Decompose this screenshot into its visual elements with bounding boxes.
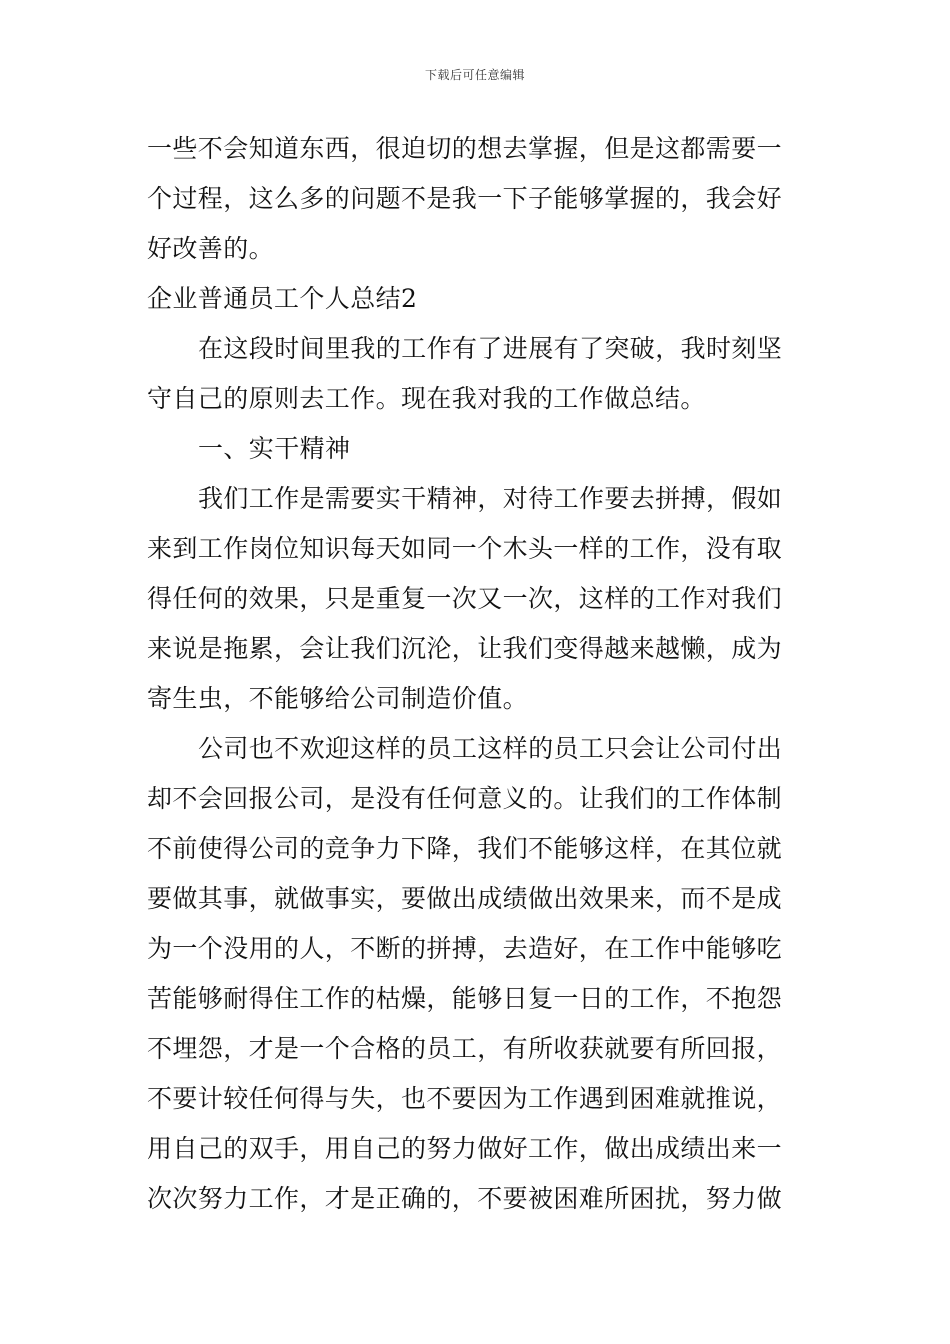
subsection-heading: 一、实干精神 [198, 434, 351, 463]
text-line: 在这段时间里我的工作有了进展有了突破，我时刻坚 [198, 334, 783, 363]
text-line: 一些不会知道东西，很迫切的想去掌握，但是这都需要一 [147, 134, 783, 163]
text-line: 寄生虫，不能够给公司制造价值。 [147, 684, 529, 713]
text-line: 公司也不欢迎这样的员工这样的员工只会让公司付出 [198, 734, 783, 763]
text-line: 好改善的。 [147, 234, 275, 263]
text-line: 来说是拖累，会让我们沉沦，让我们变得越来越懒，成为 [147, 634, 783, 663]
download-note: 下载后可任意编辑 [424, 68, 525, 82]
text-line: 不要计较任何得与失，也不要因为工作遇到困难就推说， [147, 1084, 783, 1113]
text-line: 不前使得公司的竞争力下降，我们不能够这样，在其位就 [147, 834, 783, 863]
text-line: 为一个没用的人，不断的拼搏，去造好，在工作中能够吃 [147, 934, 783, 963]
text-line: 我们工作是需要实干精神，对待工作要去拼搏，假如 [198, 484, 783, 513]
document-body [147, 124, 817, 1224]
text-line: 得任何的效果，只是重复一次又一次，这样的工作对我们 [147, 584, 783, 613]
section-heading: 企业普通员工个人总结2 [147, 284, 418, 313]
text-line: 用自己的双手，用自己的努力做好工作，做出成绩出来一 [147, 1134, 783, 1163]
text-line: 个过程，这么多的问题不是我一下子能够掌握的，我会好 [147, 184, 783, 213]
text-line: 守自己的原则去工作。现在我对我的工作做总结。 [147, 384, 706, 413]
text-line: 却不会回报公司，是没有任何意义的。让我们的工作体制 [147, 784, 783, 813]
text-line: 苦能够耐得住工作的枯燥，能够日复一日的工作，不抱怨 [147, 984, 783, 1013]
text-line: 次次努力工作，才是正确的，不要被困难所困扰，努力做 [147, 1184, 783, 1213]
text-line: 不埋怨，才是一个合格的员工，有所收获就要有所回报， [147, 1034, 783, 1063]
text-line: 要做其事，就做事实，要做出成绩做出效果来，而不是成 [147, 884, 783, 913]
text-line: 来到工作岗位知识每天如同一个木头一样的工作，没有取 [147, 534, 783, 563]
